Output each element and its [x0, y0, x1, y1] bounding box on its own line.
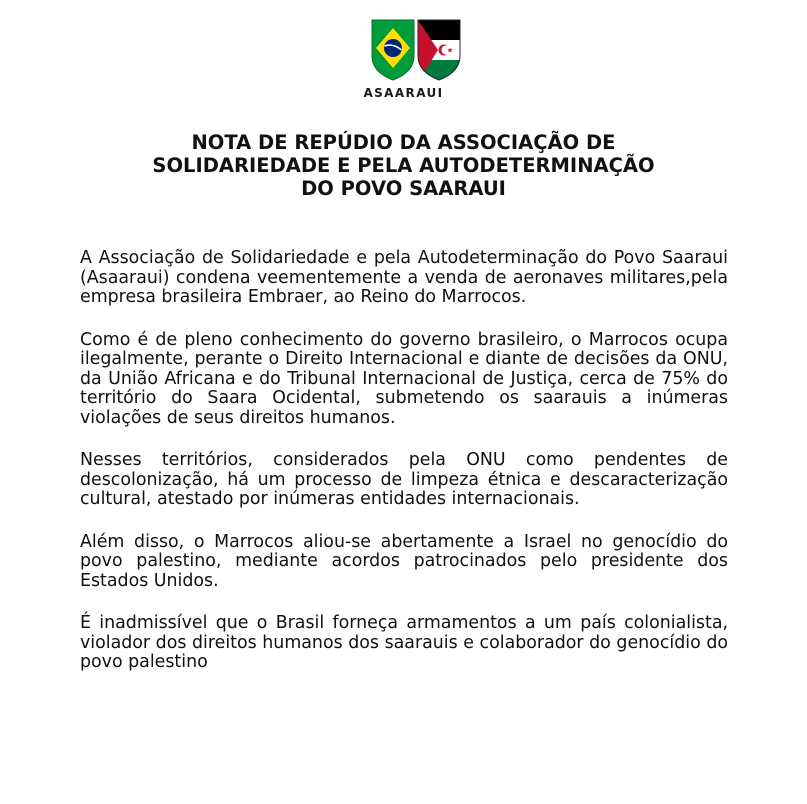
paragraph: Como é de pleno conhecimento do governo brasileiro, o Marrocos ocupa ilegalmente, perante o Direito Internacional e diante de decisões da ONU, da União Africana e do Tribunal Internacional de Justiça, cerca de 75% do território do Saara Ocidental, submetendo os saarauis a inúmeras violações de seus direitos humanos. — [80, 329, 728, 428]
org-name: ASAARAUI — [363, 86, 444, 100]
asaaraui-logo — [368, 16, 464, 82]
logo-flags-icon — [368, 16, 464, 82]
brazil-flag-icon — [372, 20, 414, 80]
paragraph: É inadmissível que o Brasil forneça armamentos a um país colonialista, violador dos direitos humanos dos saarauis e colaborador do genocídio do povo palestino — [80, 613, 728, 672]
sahrawi-flag-icon — [418, 20, 460, 82]
paragraph: Além disso, o Marrocos aliou-se abertamente a Israel no genocídio do povo palestino, mediante acordos patrocinados pelo presidente dos Estados Unidos. — [80, 531, 728, 591]
title-line: SOLIDARIEDADE E PELA AUTODETERMINAÇÃO — [152, 154, 655, 177]
paragraph: A Associação de Solidariedade e pela Autodeterminação do Povo Saaraui (Asaaraui) condena veementemente a venda de aeronaves militares,pela empresa brasileira Embraer, ao Reino do Marrocos. — [80, 248, 728, 307]
title-line: NOTA DE REPÚDIO DA ASSOCIAÇÃO DE — [191, 131, 616, 154]
title-line: DO POVO SAARAUI — [301, 177, 506, 200]
paragraph: Nesses territórios, considerados pela ONU como pendentes de descolonização, há um processo de limpeza étnica e descaracterização cultural, atestado por inúmeras entidades internacionais. — [80, 450, 728, 509]
note-body — [80, 249, 728, 696]
page-title — [0, 131, 807, 200]
